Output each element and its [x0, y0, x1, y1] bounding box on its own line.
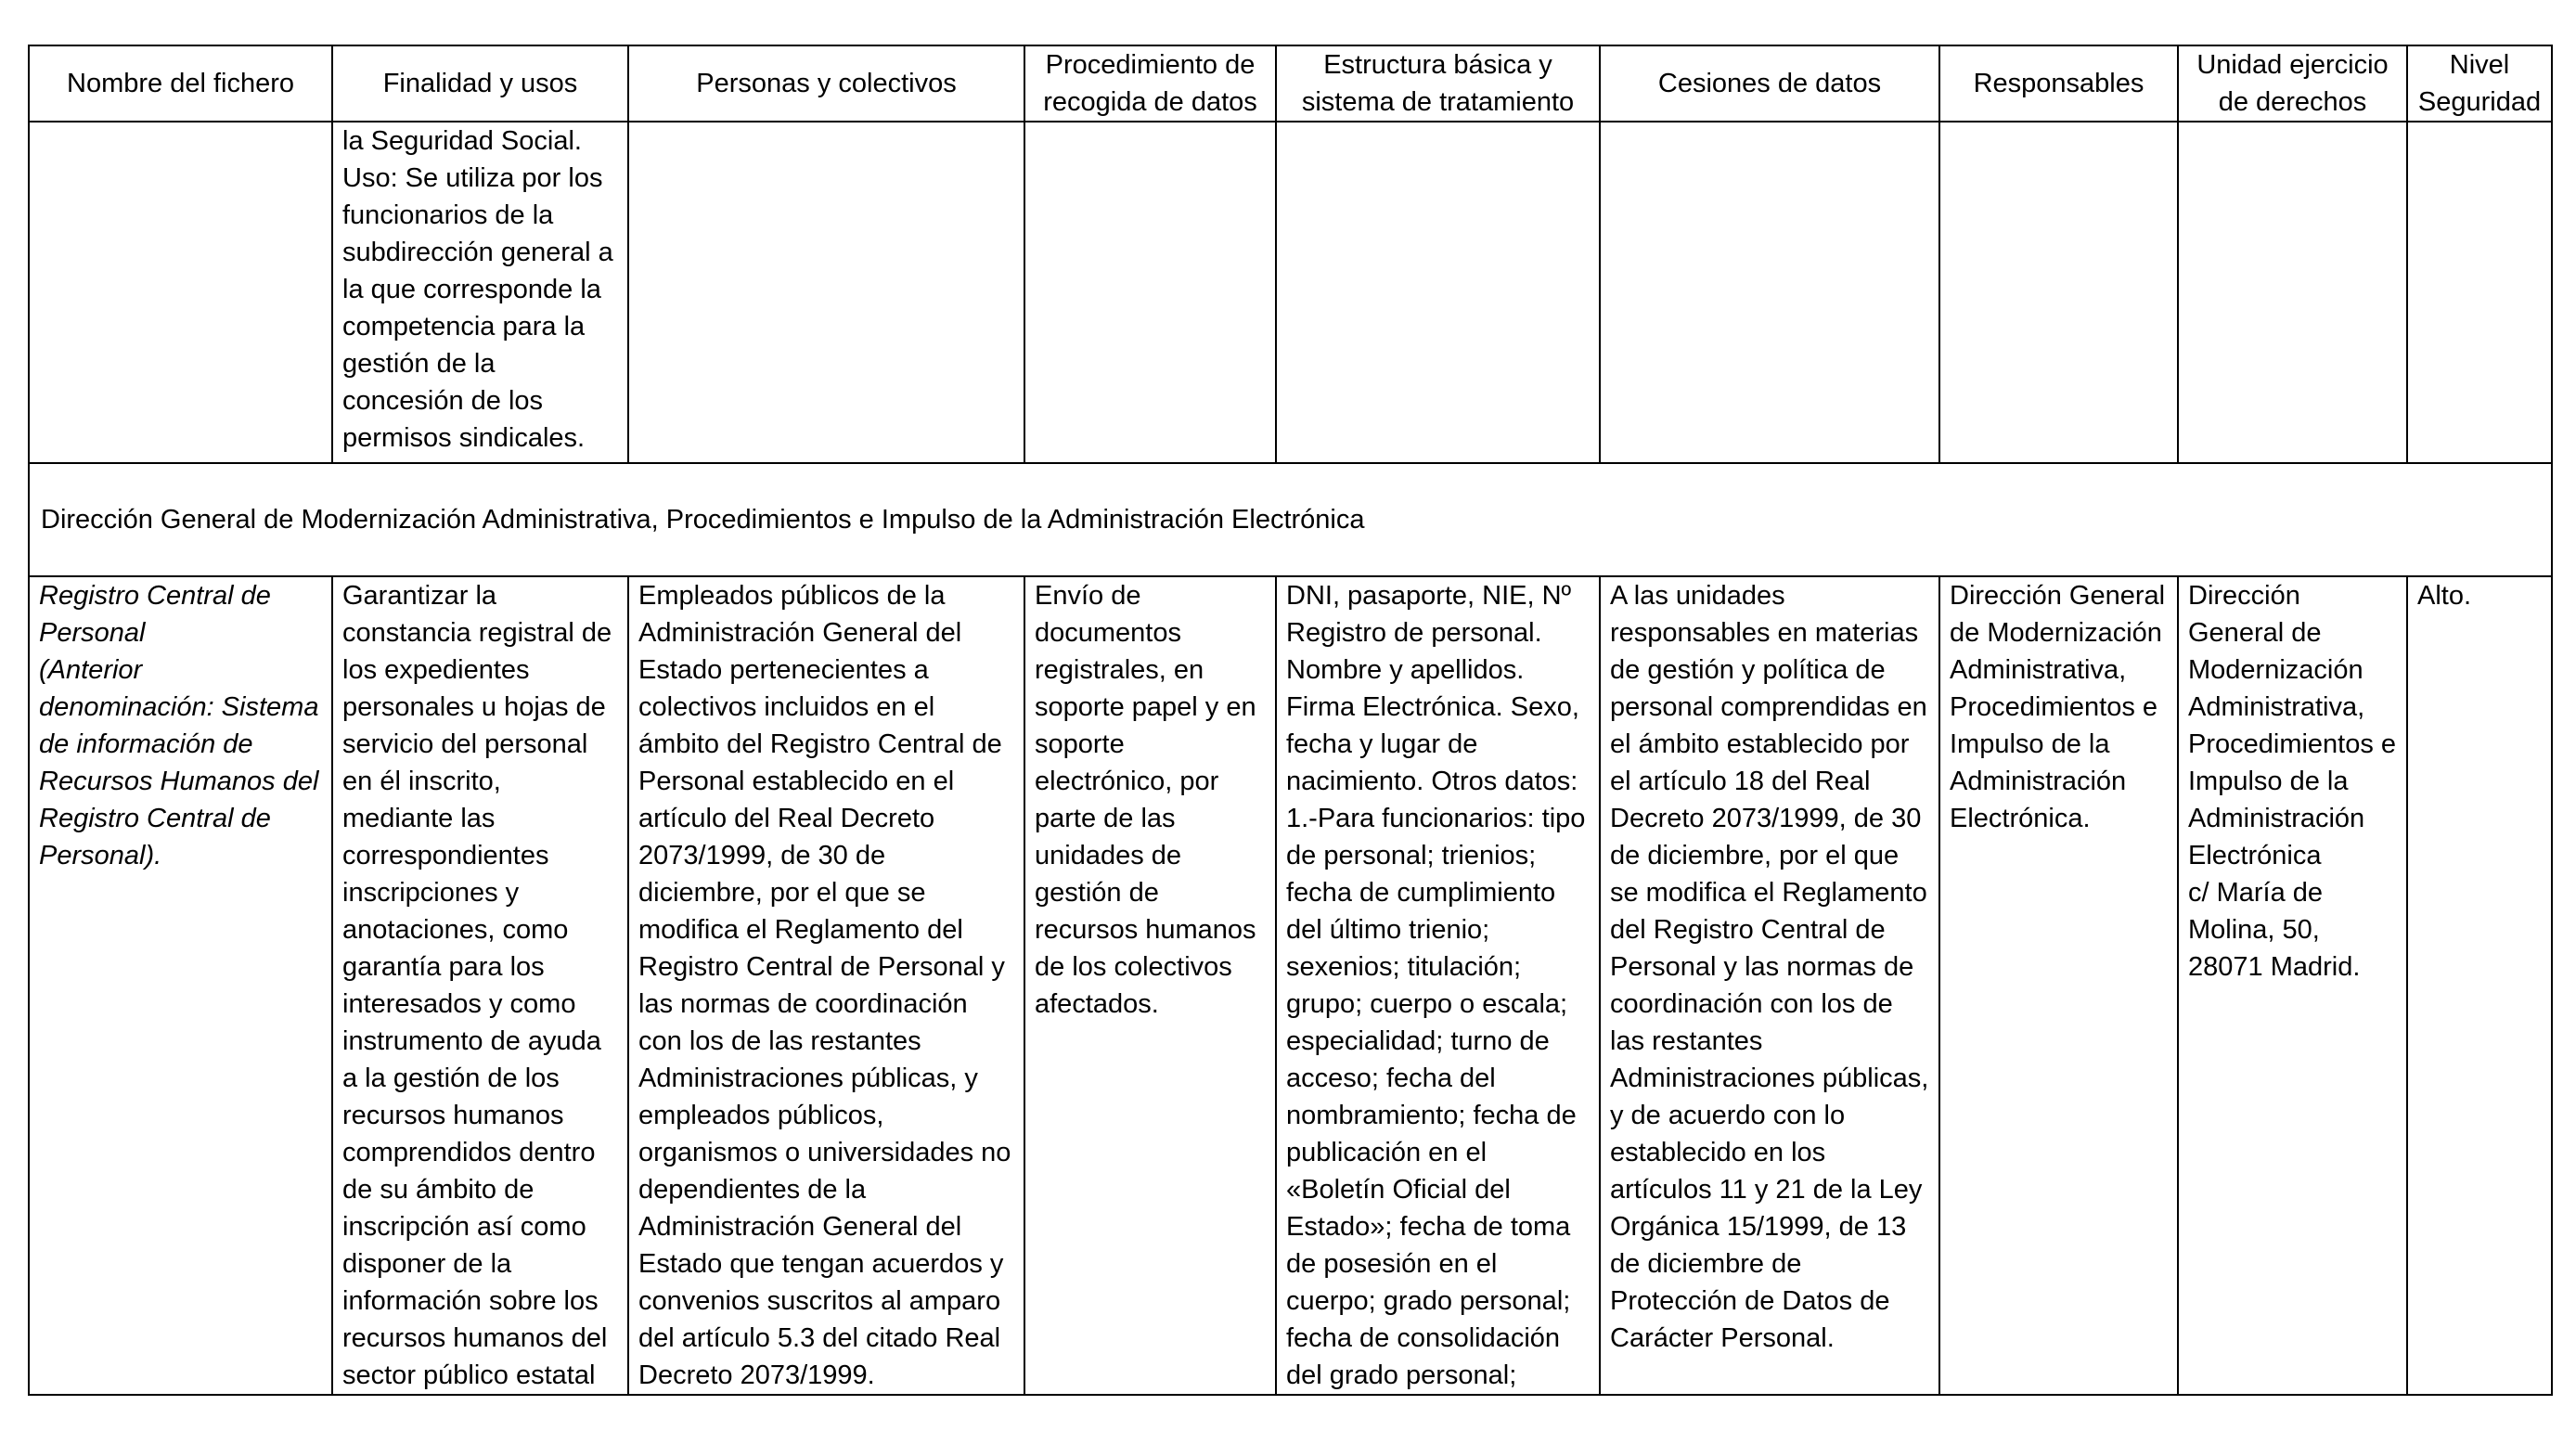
text-line: Administraciones públicas, y: [638, 1064, 978, 1093]
text-line: recursos humanos: [342, 1101, 564, 1130]
text-line: Molina, 50,: [2188, 915, 2320, 945]
text-line: información sobre los: [342, 1286, 599, 1316]
cell-responsables: [1939, 122, 2178, 463]
text-line: el ámbito establecido por: [1610, 729, 1910, 759]
text-line: Administrativa,: [2188, 692, 2365, 722]
text-line: Administraciones públicas,: [1610, 1064, 1929, 1093]
text-line: Administración: [1950, 767, 2127, 796]
text-line: cuerpo; grado personal;: [1286, 1286, 1571, 1316]
text-line: Recursos Humanos del: [39, 767, 319, 796]
text-line: interesados y como: [342, 989, 576, 1019]
text-line: parte de las: [1035, 804, 1176, 833]
text-line: establecido en los: [1610, 1138, 1826, 1167]
text-line: a la gestión de los: [342, 1064, 560, 1093]
text-line: Estado pertenecientes a: [638, 655, 929, 685]
header-responsables: [1939, 45, 2178, 122]
text-line: Procedimientos e: [2188, 729, 2397, 759]
section-heading-row: [29, 463, 2552, 576]
header-label-line: recogida de datos: [1043, 87, 1257, 117]
text-line: fecha de consolidación: [1286, 1323, 1561, 1353]
text-line: Registro Central de: [39, 581, 271, 611]
section-heading: [29, 463, 2552, 576]
text-line: A las unidades: [1610, 581, 1785, 611]
text-line: especialidad; turno de: [1286, 1026, 1550, 1056]
text-line: de personal; trienios;: [1286, 841, 1537, 870]
header-label-line: sistema de tratamiento: [1301, 87, 1575, 117]
text-line: del Registro Central de: [1610, 915, 1886, 945]
text-line: Personal y las normas de: [1610, 952, 1914, 982]
text-line: Registro Central de: [39, 804, 271, 833]
text-line: coordinación con los de: [1610, 989, 1893, 1019]
section-heading-text: Dirección General de Modernización Administrativa, Procedimientos e Impulso de la Administración Electrónica: [41, 505, 1365, 535]
header-estructura-basica: [1276, 45, 1600, 122]
text-line: el artículo 18 del Real: [1610, 767, 1871, 796]
text-line: convenios suscritos al amparo: [638, 1286, 1001, 1316]
cell-nombre: [29, 576, 332, 1395]
text-line: recursos humanos: [1035, 915, 1256, 945]
text-line: de diciembre de: [1610, 1249, 1802, 1279]
text-line: Electrónica: [2188, 841, 2322, 870]
header-label-line: Procedimiento de: [1045, 50, 1256, 80]
text-line: Carácter Personal.: [1610, 1323, 1835, 1353]
text-line: soporte: [1035, 729, 1125, 759]
text-line: Decreto 2073/1999, de 30: [1610, 804, 1922, 833]
text-line: subdirección general a: [342, 238, 613, 267]
text-line: Uso: Se utiliza por los: [342, 163, 603, 193]
text-line: comprendidos dentro: [342, 1138, 596, 1167]
text-line: personal comprendidas en: [1610, 692, 1927, 722]
text-line: responsables en materias: [1610, 618, 1919, 648]
cell-estructura: [1276, 576, 1600, 1395]
cell-responsables: [1939, 576, 2178, 1395]
text-line: Personal establecido en el: [638, 767, 955, 796]
text-line: disponer de la: [342, 1249, 512, 1279]
text-line: modifica el Reglamento del: [638, 915, 963, 945]
cell-nivel: [2407, 122, 2552, 463]
text-line: Dirección General: [1950, 581, 2166, 611]
cell-finalidad: [332, 576, 628, 1395]
text-line: Registro de personal.: [1286, 618, 1542, 648]
text-line: Estado que tengan acuerdos y: [638, 1249, 1004, 1279]
text-line: artículos 11 y 21 de la Ley: [1610, 1175, 1923, 1205]
text-line: garantía para los: [342, 952, 545, 982]
header-label-line: Estructura básica y: [1323, 50, 1552, 80]
text-line: con los de las restantes: [638, 1026, 921, 1056]
text-line: de información de: [39, 729, 253, 759]
header-label-line: Unidad ejercicio: [2196, 50, 2389, 80]
text-line: correspondientes: [342, 841, 549, 870]
text-line: constancia registral de: [342, 618, 612, 648]
text-line: diciembre, por el que se: [638, 878, 926, 908]
header-label: Responsables: [1973, 69, 2145, 98]
text-line: de los colectivos: [1035, 952, 1232, 982]
text-line: colectivos incluidos en el: [638, 692, 935, 722]
text-line: sector público estatal: [342, 1360, 596, 1390]
text-line: servicio del personal: [342, 729, 588, 759]
text-line: fecha y lugar de: [1286, 729, 1478, 759]
header-label-line: Seguridad: [2417, 87, 2542, 117]
text-line: mediante las: [342, 804, 496, 833]
text-line: Personal: [39, 618, 146, 648]
text-line: Dirección: [2188, 581, 2300, 611]
text-line: dependientes de la: [638, 1175, 867, 1205]
text-line: permisos sindicales.: [342, 423, 586, 453]
cell-personas: [628, 122, 1024, 463]
text-line: organismos o universidades no: [638, 1138, 1011, 1167]
header-personas-colectivos: [628, 45, 1024, 122]
cell-finalidad: [332, 122, 628, 463]
nivel-value: Alto.: [2417, 581, 2472, 611]
header-label: Personas y colectivos: [696, 69, 957, 98]
text-line: del último trienio;: [1286, 915, 1490, 945]
text-line: instrumento de ayuda: [342, 1026, 601, 1056]
text-line: 2073/1999, de 30 de: [638, 841, 886, 870]
text-line: de posesión en el: [1286, 1249, 1498, 1279]
text-line: en él inscrito,: [342, 767, 501, 796]
text-line: anotaciones, como: [342, 915, 569, 945]
cell-cesiones: [1600, 576, 1939, 1395]
text-line: Protección de Datos de: [1610, 1286, 1890, 1316]
text-line: DNI, pasaporte, NIE, Nº: [1286, 581, 1572, 611]
text-line: la Seguridad Social.: [342, 126, 582, 156]
text-line: Administración General del: [638, 618, 962, 648]
text-line: Personal).: [39, 841, 162, 870]
text-line: publicación en el: [1286, 1138, 1488, 1167]
text-line: la que corresponde la: [342, 275, 601, 304]
header-label-line: Nivel: [2449, 50, 2510, 80]
text-line: sexenios; titulación;: [1286, 952, 1522, 982]
cell-unidad: [2178, 122, 2407, 463]
cell-cesiones: [1600, 122, 1939, 463]
text-line: funcionarios de la: [342, 200, 554, 230]
header-nombre-fichero: [29, 45, 332, 122]
text-line: Impulso de la: [1950, 729, 2110, 759]
cell-procedimiento: [1024, 122, 1276, 463]
text-line: Empleados públicos de la: [638, 581, 946, 611]
header-row: [29, 45, 2552, 122]
cell-nivel: [2407, 576, 2552, 1395]
text-line: Garantizar la: [342, 581, 497, 611]
text-line: ámbito del Registro Central de: [638, 729, 1002, 759]
text-line: del grado personal;: [1286, 1360, 1517, 1390]
text-line: artículo del Real Decreto: [638, 804, 935, 833]
text-line: Envío de: [1035, 581, 1141, 611]
text-line: las restantes: [1610, 1026, 1763, 1056]
text-line: 1.-Para funcionarios: tipo: [1286, 804, 1586, 833]
text-line: General de: [2188, 618, 2322, 648]
header-procedimiento-recogida: [1024, 45, 1276, 122]
header-unidad-ejercicio: [2178, 45, 2407, 122]
text-line: nombramiento; fecha de: [1286, 1101, 1577, 1130]
text-line: soporte papel y en: [1035, 692, 1256, 722]
header-label-line: de derechos: [2218, 87, 2367, 117]
text-line: se modifica el Reglamento: [1610, 878, 1927, 908]
text-line: Firma Electrónica. Sexo,: [1286, 692, 1579, 722]
text-line: grupo; cuerpo o escala;: [1286, 989, 1568, 1019]
header-cesiones-datos: [1600, 45, 1939, 122]
text-line: unidades de: [1035, 841, 1182, 870]
header-nivel-seguridad: [2407, 45, 2552, 122]
text-line: nacimiento. Otros datos:: [1286, 767, 1578, 796]
text-line: denominación: Sistema: [39, 692, 319, 722]
text-line: empleados públicos,: [638, 1101, 884, 1130]
cell-unidad: [2178, 576, 2407, 1395]
text-line: de su ámbito de: [342, 1175, 535, 1205]
data-file-table: [28, 45, 2553, 1396]
text-line: Electrónica.: [1950, 804, 2091, 833]
text-line: concesión de los: [342, 386, 544, 416]
text-line: de diciembre, por el que: [1610, 841, 1900, 870]
header-finalidad-usos: [332, 45, 628, 122]
text-line: electrónico, por: [1035, 767, 1219, 796]
text-line: y de acuerdo con lo: [1610, 1101, 1846, 1130]
text-line: Nombre y apellidos.: [1286, 655, 1525, 685]
text-line: los expedientes: [342, 655, 530, 685]
text-line: gestión de: [1035, 878, 1159, 908]
text-line: Administrativa,: [1950, 655, 2127, 685]
text-line: documentos: [1035, 618, 1181, 648]
text-line: Procedimientos e: [1950, 692, 2158, 722]
text-line: Decreto 2073/1999.: [638, 1360, 875, 1390]
text-line: (Anterior: [39, 655, 143, 685]
text-line: Modernización: [2188, 655, 2363, 685]
text-line: Impulso de la: [2188, 767, 2349, 796]
text-line: las normas de coordinación: [638, 989, 968, 1019]
text-line: inscripciones y: [342, 878, 520, 908]
text-line: 28071 Madrid.: [2188, 952, 2361, 982]
text-line: inscripción así como: [342, 1212, 586, 1242]
cell-procedimiento: [1024, 576, 1276, 1395]
text-line: afectados.: [1035, 989, 1159, 1019]
continuation-row: [29, 122, 2552, 463]
text-line: Estado»; fecha de toma: [1286, 1212, 1571, 1242]
cell-personas: [628, 576, 1024, 1395]
text-line: c/ María de: [2188, 878, 2324, 908]
text-line: gestión de la: [342, 349, 496, 379]
text-line: acceso; fecha del: [1286, 1064, 1496, 1093]
text-line: Administración General del: [638, 1212, 962, 1242]
header-label: Finalidad y usos: [382, 69, 578, 98]
text-line: de Modernización: [1950, 618, 2162, 648]
text-line: de gestión y política de: [1610, 655, 1886, 685]
text-line: recursos humanos del: [342, 1323, 608, 1353]
cell-nombre: [29, 122, 332, 463]
text-line: competencia para la: [342, 312, 586, 342]
text-line: Orgánica 15/1999, de 13: [1610, 1212, 1907, 1242]
header-label: Cesiones de datos: [1657, 69, 1882, 98]
text-line: Registro Central de Personal y: [638, 952, 1005, 982]
text-line: Administración: [2188, 804, 2365, 833]
text-line: registrales, en: [1035, 655, 1204, 685]
cell-estructura: [1276, 122, 1600, 463]
text-line: fecha de cumplimiento: [1286, 878, 1556, 908]
text-line: del artículo 5.3 del citado Real: [638, 1323, 1001, 1353]
text-line: «Boletín Oficial del: [1286, 1175, 1511, 1205]
text-line: personales u hojas de: [342, 692, 606, 722]
header-label: Nombre del fichero: [67, 69, 294, 98]
entry-row: [29, 576, 2552, 1395]
